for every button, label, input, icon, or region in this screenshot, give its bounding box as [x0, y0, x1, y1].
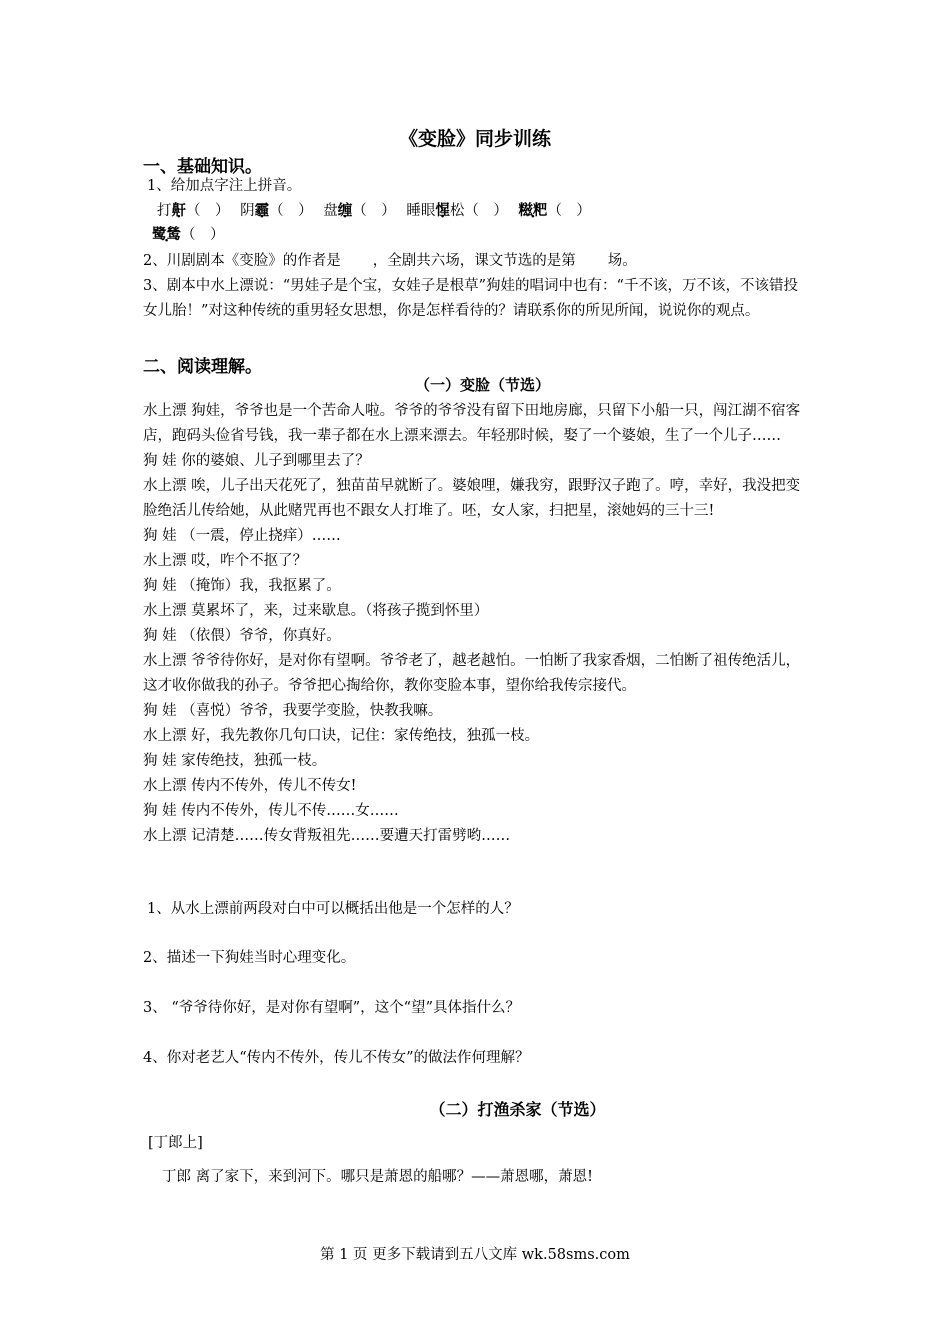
q1-text: 1、给加点字注上拼音。	[147, 178, 302, 194]
passage-line: 狗 娃 （掩饰）我，我抠累了。	[143, 578, 341, 594]
passage-line: 水上漂 莫累坏了，来，过来歇息。（将孩子揽到怀里）	[143, 603, 489, 619]
part2-dialogue-line: 丁郎 离了家下，来到河下。哪只是萧恩的船哪？——萧恩哪，萧恩!	[162, 1169, 593, 1185]
passage-line: 狗 娃 传内不传外，传儿不传……女……	[143, 803, 399, 819]
passage-line: 水上漂 爷爷待你好，是对你有望啊。爷爷老了，越老越怕。一怕断了我家香烟，二怕断了祖传绝活儿，这才收你做我的孙子。爷爷把心掏给你，教你变脸本事，望你给我传宗接代。	[143, 653, 801, 694]
pinyin-item-4: 睡眼惺松（ ）	[406, 202, 508, 219]
passage-line: 水上漂 传内不传外，传儿不传女!	[143, 778, 357, 794]
passage-line: 狗 娃 （依偎）爷爷，你真好。	[143, 628, 341, 644]
passage-line: 水上漂 狗娃，爷爷也是一个苦命人啦。爷爷的爷爷没有留下田地房廊，只留下小船一只，闯江湖不宿客店，跑码头俭省号钱，我一辈子都在水上漂来漂去。年轻那时候，娶了一个婆娘，生了一个儿子……	[143, 403, 801, 444]
part1-title: （一）变脸（节选）	[414, 376, 550, 394]
document-title: 《变脸》同步训练	[398, 128, 551, 150]
passage-line: 狗 娃 家传绝技，独孤一枝。	[143, 753, 327, 769]
pinyin-item-1: 打鼾（ ）	[157, 202, 230, 219]
q3-text: 3、剧本中水上漂说：“男娃子是个宝，女娃子是根草”狗娃的唱词中也有：“千不该，万不该，不该错投女儿胎！”对这种传统的重男轻女思想，你是怎样看待的？请联系你的所见所闻，说说你的观点。	[143, 278, 798, 319]
passage-line: 水上漂 记清楚……传女背叛祖先……要遭天打雷劈哟……	[143, 828, 511, 844]
part2-title: （二）打渔杀家（节选）	[429, 1100, 606, 1119]
pinyin-item-2: 阴霾（ ）	[240, 202, 313, 219]
section2-heading: 二、阅读理解。	[143, 357, 262, 377]
section1-heading: 一、基础知识。	[143, 157, 262, 177]
reading-question-1: 1、从水上漂前两段对白中可以概括出他是一个怎样的人？	[147, 901, 519, 917]
stage-direction: [丁郎上]	[148, 1135, 203, 1151]
reading-question-2: 2、描述一下狗娃当时心理变化。	[143, 950, 356, 966]
pinyin-row-1	[157, 198, 822, 224]
page-footer: 第 1 页 更多下载请到五八文库 wk.58sms.com	[320, 1247, 630, 1263]
q2-text: 2、川剧剧本《变脸》的作者是 ，全剧共六场，课文节选的是第 场。	[143, 253, 637, 269]
pinyin-item-3: 盘缠（ ）	[323, 202, 396, 219]
passage-line: 狗 娃 （一震，停止挠痒）……	[143, 528, 341, 544]
passage-line: 水上漂 唉，儿子出天花死了，独苗苗早就断了。婆娘哩，嫌我穷，跟野汉子跑了。哼，幸好，我没把变脸绝活儿传给她，从此赌咒再也不跟女人打堆了。呸，女人家，扫把星，滚她妈的三十三!	[143, 478, 801, 519]
reading-question-3: 3、 “爷爷待你好，是对你有望啊”，这个“望”具体指什么？	[143, 1000, 520, 1016]
pinyin-row-2: 鹭鸶（ ）	[152, 226, 225, 243]
pinyin-item-5: 糍粑（ ）	[518, 202, 591, 219]
passage	[143, 399, 808, 849]
passage-line: 狗 娃 你的婆娘、儿子到哪里去了？	[143, 453, 370, 469]
passage-line: 水上漂 好，我先教你几句口诀，记住：家传绝技，独孤一枝。	[143, 728, 540, 744]
passage-line: 水上漂 哎，咋个不抠了？	[143, 553, 308, 569]
passage-line: 狗 娃 （喜悦）爷爷，我要学变脸，快教我嘛。	[143, 703, 443, 719]
reading-question-4: 4、你对老艺人“传内不传外，传儿不传女”的做法作何理解？	[143, 1050, 530, 1066]
